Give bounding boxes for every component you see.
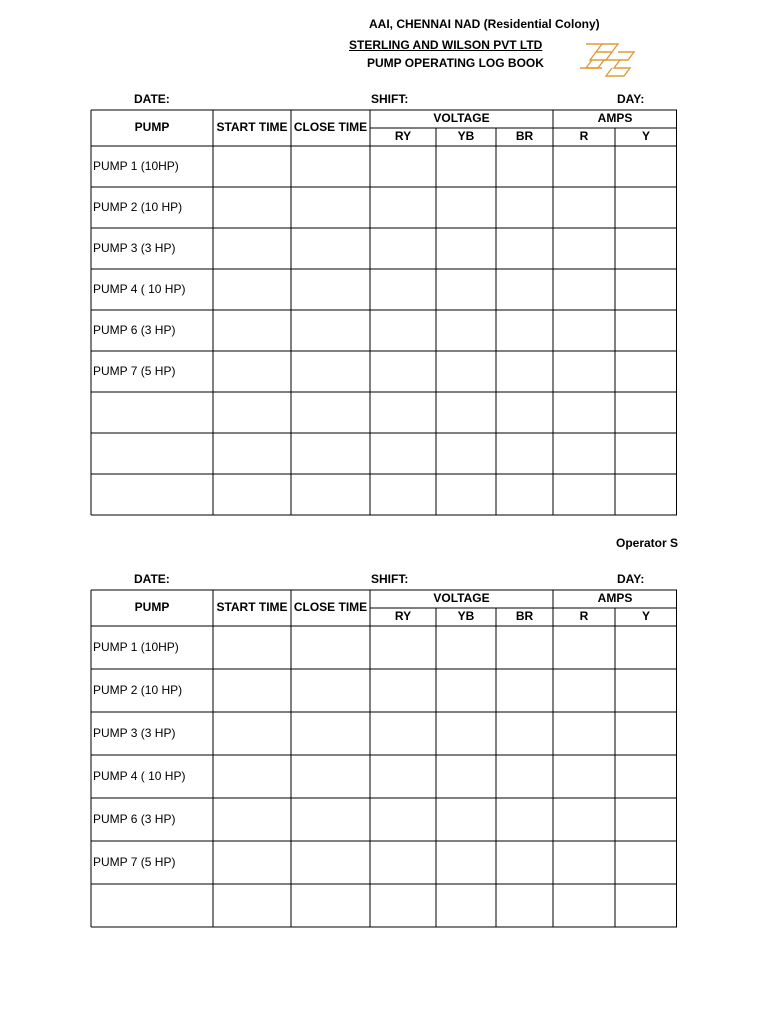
date-label: DATE: — [134, 572, 170, 586]
voltage-group-header: VOLTAGE — [433, 111, 490, 125]
r-subheader: R — [579, 129, 589, 143]
y-subheader: Y — [641, 609, 650, 623]
start-time-column-header: START TIME — [216, 600, 288, 614]
pump-row-label: PUMP 4 ( 10 HP) — [93, 768, 186, 783]
day-label: DAY: — [617, 92, 645, 106]
shift-label: SHIFT: — [371, 92, 409, 106]
ry-subheader: RY — [394, 609, 412, 623]
company-logo — [572, 40, 642, 80]
pump-row-label: PUMP 4 ( 10 HP) — [93, 281, 186, 296]
br-subheader: BR — [515, 129, 534, 143]
pump-row-label: PUMP 2 (10 HP) — [93, 199, 183, 214]
pump-row-label: PUMP 6 (3 HP) — [93, 811, 176, 826]
pump-row-label: PUMP 1 (10HP) — [93, 158, 179, 173]
date-label: DATE: — [134, 92, 170, 106]
pump-row-label: PUMP 1 (10HP) — [93, 639, 179, 654]
logbook-title: PUMP OPERATING LOG BOOK — [367, 56, 544, 70]
pump-row-label: PUMP 7 (5 HP) — [93, 854, 176, 869]
pump-column-header: PUMP — [134, 120, 170, 134]
yb-subheader: YB — [457, 129, 475, 143]
ry-subheader: RY — [394, 129, 412, 143]
day-label: DAY: — [617, 572, 645, 586]
y-subheader: Y — [641, 129, 650, 143]
pump-row-label: PUMP 6 (3 HP) — [93, 322, 176, 337]
r-subheader: R — [579, 609, 589, 623]
pump-column-header: PUMP — [134, 600, 170, 614]
pump-row-label: PUMP 3 (3 HP) — [93, 725, 176, 740]
company-title: AAI, CHENNAI NAD (Residential Colony) — [369, 17, 600, 31]
shift-label: SHIFT: — [371, 572, 409, 586]
amps-group-header: AMPS — [597, 111, 633, 125]
pump-row-label: PUMP 3 (3 HP) — [93, 240, 176, 255]
contractor-name: STERLING AND WILSON PVT LTD — [349, 38, 543, 52]
amps-group-header: AMPS — [597, 591, 633, 605]
br-subheader: BR — [515, 609, 534, 623]
start-time-column-header: START TIME — [216, 120, 288, 134]
voltage-group-header: VOLTAGE — [433, 591, 490, 605]
yb-subheader: YB — [457, 609, 475, 623]
pump-row-label: PUMP 2 (10 HP) — [93, 682, 183, 697]
close-time-column-header: CLOSE TIME — [293, 120, 368, 134]
operator-signature-label: Operator S — [616, 536, 678, 550]
pump-row-label: PUMP 7 (5 HP) — [93, 363, 176, 378]
close-time-column-header: CLOSE TIME — [293, 600, 368, 614]
